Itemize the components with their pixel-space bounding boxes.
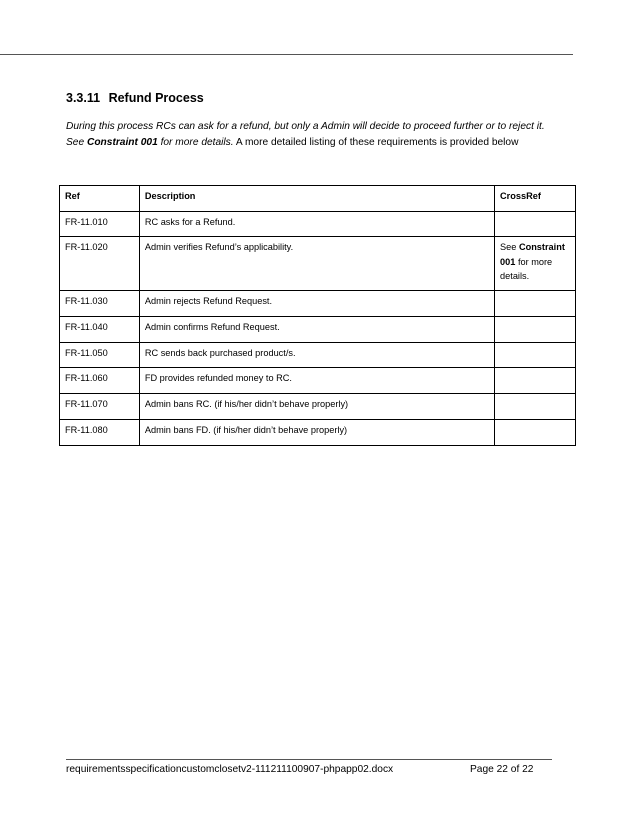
table-row <box>60 211 576 237</box>
row-ref: FR-11.040 <box>60 317 140 343</box>
row-ref: FR-11.060 <box>60 368 140 394</box>
row-crossref <box>495 368 576 394</box>
table-header-row <box>60 186 576 212</box>
row-crossref <box>495 342 576 368</box>
table-row <box>60 394 576 420</box>
row-ref: FR-11.050 <box>60 342 140 368</box>
row-description: Admin confirms Refund Request. <box>139 317 494 343</box>
intro-see: See <box>66 137 87 148</box>
row-ref: FR-11.020 <box>60 237 140 291</box>
section-number: 3.3.11 <box>66 91 101 105</box>
table-row <box>60 237 576 291</box>
row-ref: FR-11.010 <box>60 211 140 237</box>
intro-line-1: During this process RCs can ask for a refund, but only a Admin will decide to proceed further or to reject it. <box>66 121 545 132</box>
intro-line-2-tail: A more detailed listing of these requirements is provided below <box>233 137 519 148</box>
row-description: Admin verifies Refund’s applicability. <box>139 237 494 291</box>
row-crossref <box>495 291 576 317</box>
header-ref: Ref <box>60 186 140 212</box>
header-description: Description <box>139 186 494 212</box>
footer-rule <box>66 759 552 760</box>
table-row <box>60 342 576 368</box>
intro-constraint-ref: Constraint 001 <box>86 137 158 148</box>
intro-paragraph <box>66 119 586 151</box>
row-crossref <box>495 394 576 420</box>
row-ref: FR-11.030 <box>60 291 140 317</box>
row-description: Admin bans FD. (if his/her didn’t behave properly) <box>139 419 494 445</box>
table-row <box>60 419 576 445</box>
section-title: Refund Process <box>108 91 204 105</box>
row-crossref: See Constraint 001 for more details. <box>495 237 576 291</box>
requirements-table <box>59 185 576 446</box>
header-crossref: CrossRef <box>495 186 576 212</box>
footer-page-number: Page 22 of 22 <box>470 764 534 775</box>
table-row <box>60 291 576 317</box>
row-ref: FR-11.080 <box>60 419 140 445</box>
row-crossref <box>495 317 576 343</box>
row-description: FD provides refunded money to RC. <box>139 368 494 394</box>
row-crossref <box>495 211 576 237</box>
row-ref: FR-11.070 <box>60 394 140 420</box>
table-row <box>60 368 576 394</box>
row-description: Admin rejects Refund Request. <box>139 291 494 317</box>
table-row <box>60 317 576 343</box>
section-heading <box>66 91 204 105</box>
row-description: RC asks for a Refund. <box>139 211 494 237</box>
row-description: Admin bans RC. (if his/her didn’t behave properly) <box>139 394 494 420</box>
header-rule <box>0 54 573 55</box>
intro-for-more: for more details. <box>157 137 234 148</box>
row-crossref <box>495 419 576 445</box>
footer-filename: requirementsspecificationcustomclosetv2-111211100907-phpapp02.docx <box>66 764 394 775</box>
row-description: RC sends back purchased product/s. <box>139 342 494 368</box>
